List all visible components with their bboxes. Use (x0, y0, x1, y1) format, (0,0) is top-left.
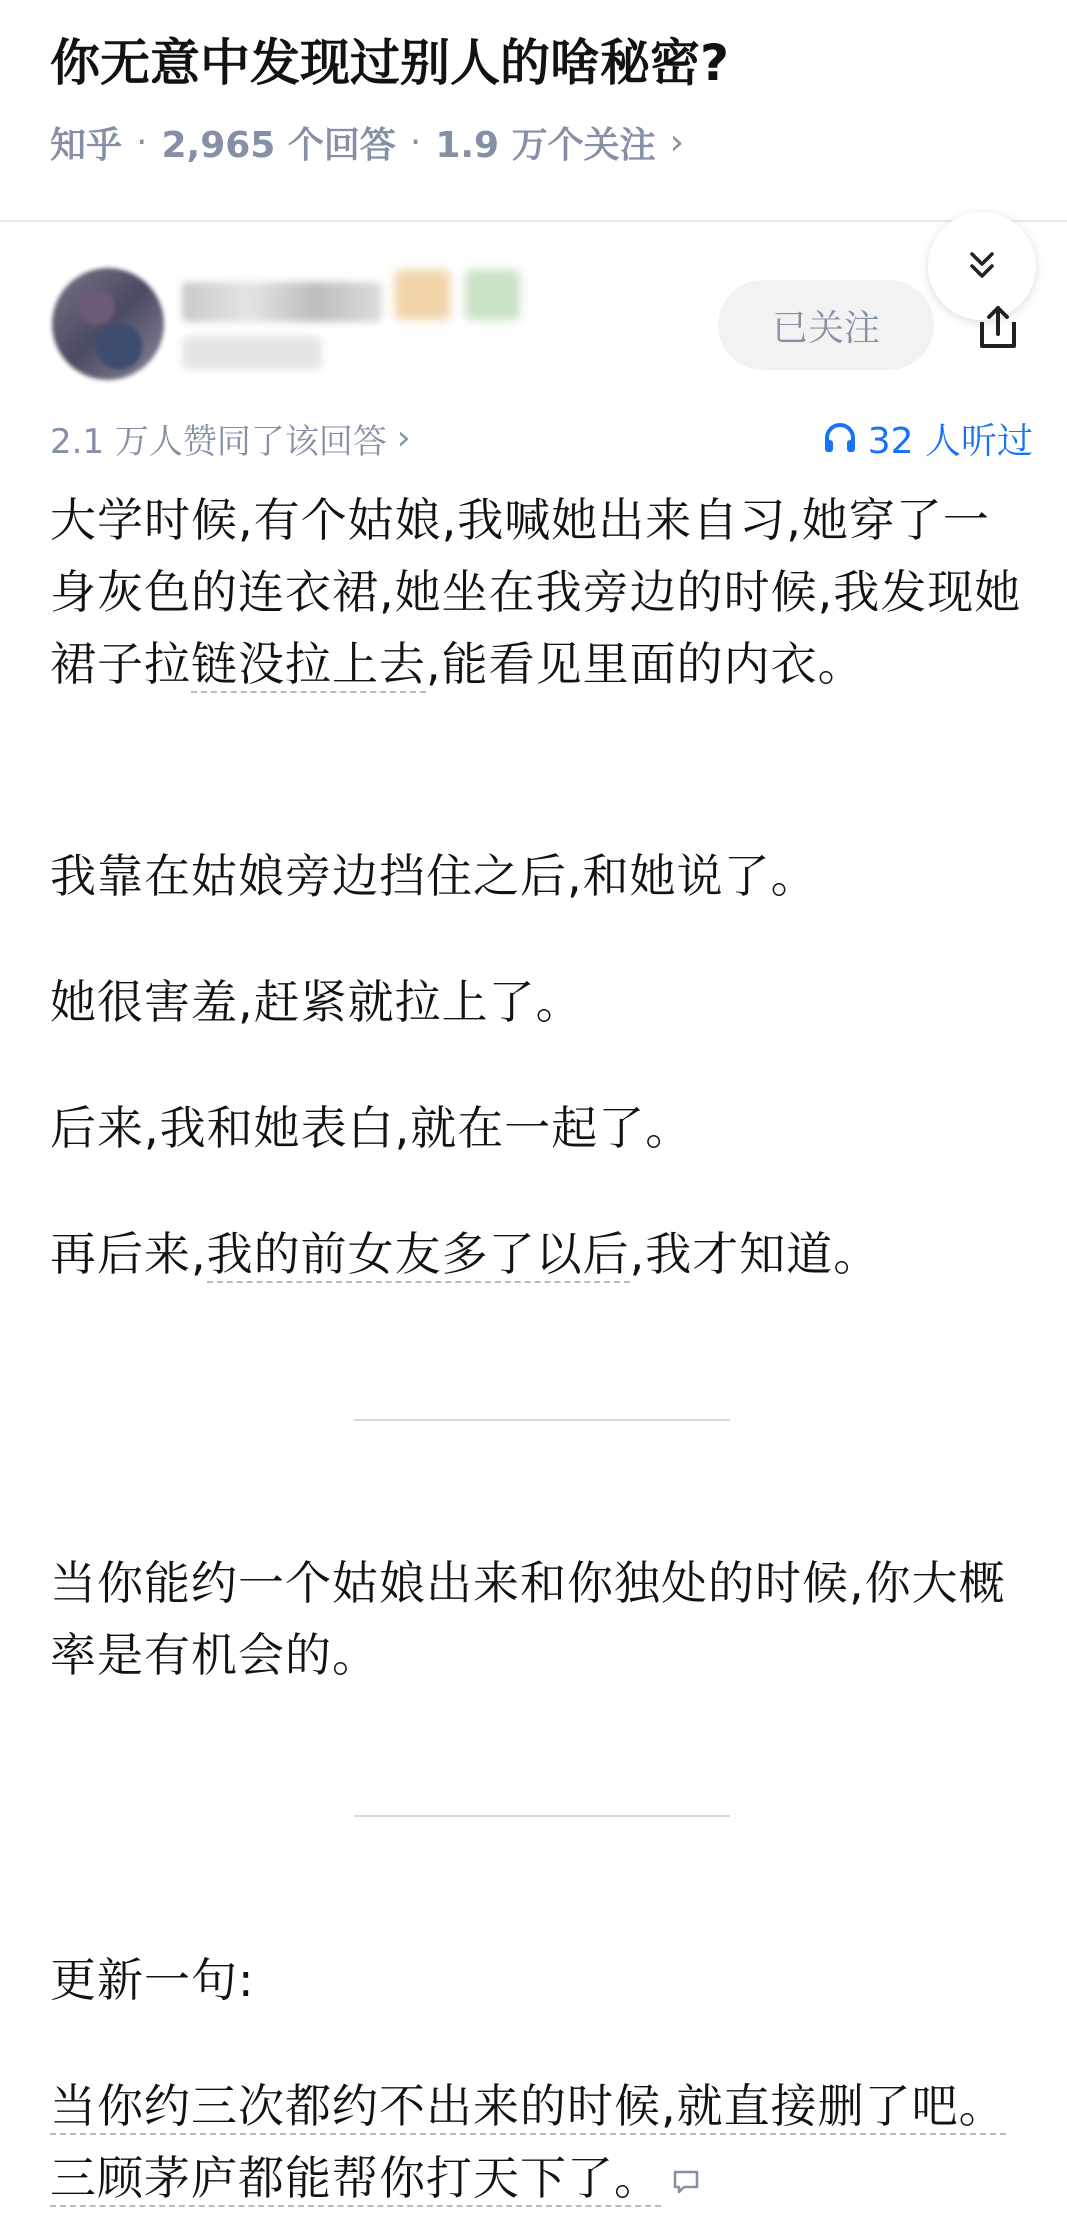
text-span: ,能看见里面的内衣。 (426, 637, 865, 691)
share-icon[interactable] (970, 300, 1026, 356)
search-keyword-link[interactable]: 我的前女友多了以后 (206, 1227, 630, 1281)
section-divider (354, 1815, 730, 1817)
follow-button[interactable]: 已关注 (718, 280, 934, 370)
question-meta[interactable] (50, 114, 684, 170)
answer-paragraph (50, 2070, 1030, 2214)
answer-paragraph: 后来,我和她表白,就在一起了。 (50, 1101, 693, 1155)
answer-paragraph: 更新一句: (50, 1953, 255, 2007)
answer-content (50, 484, 1030, 700)
follower-count: 1.9 万个关注 (435, 124, 656, 166)
author-badge-blurred (465, 270, 520, 320)
voteup-count[interactable] (50, 410, 411, 466)
chevron-right-icon: › (396, 418, 411, 458)
answer-paragraph (50, 1218, 1030, 1290)
author-avatar[interactable] (52, 268, 164, 380)
question-title[interactable]: 你无意中发现过别人的啥秘密? (50, 34, 730, 92)
text-span: 再后来, (50, 1227, 207, 1281)
answer-count: 2,965 个回答 (161, 124, 396, 166)
separator-dot: · (136, 121, 148, 163)
double-chevron-down-icon (962, 246, 1002, 286)
comment-icon[interactable] (671, 2167, 701, 2197)
text-span: ,我才知道。 (629, 1227, 881, 1281)
text-span: 大学时候,有个姑娘,我喊她出来自习,她穿了一身灰色的连衣裙,她坐在我旁边的时候,我发现她裙子拉 (50, 493, 1022, 691)
author-name-blurred[interactable] (182, 282, 382, 322)
answer-paragraph: 当你能约一个姑娘出来和你独处的时候,你大概率是有机会的。 (50, 1556, 1006, 1682)
separator-dot: · (409, 121, 422, 163)
site-name: 知乎 (50, 124, 123, 166)
search-keyword-link[interactable]: 链没拉上去 (191, 637, 426, 691)
answer-paragraph (50, 484, 1030, 700)
answer-paragraph: 我靠在姑娘旁边挡住之后,和她说了。 (50, 849, 818, 903)
author-badge-blurred (395, 270, 450, 320)
header-divider (0, 220, 1067, 222)
listen-button[interactable] (822, 410, 1033, 466)
listen-count: 32 人听过 (867, 420, 1033, 462)
answer-paragraph: 她很害羞,赶紧就拉上了。 (50, 975, 583, 1029)
section-divider (354, 1419, 730, 1421)
author-headline-blurred (182, 336, 322, 370)
chevron-right-icon: › (669, 121, 685, 163)
search-keyword-link[interactable]: 当你约三次都约不出来的时候,就直接删了吧。三顾茅庐都能帮你打天下了。 (50, 2079, 1006, 2205)
headphones-icon (822, 420, 858, 456)
voteup-text: 2.1 万人赞同了该回答 (50, 421, 387, 462)
